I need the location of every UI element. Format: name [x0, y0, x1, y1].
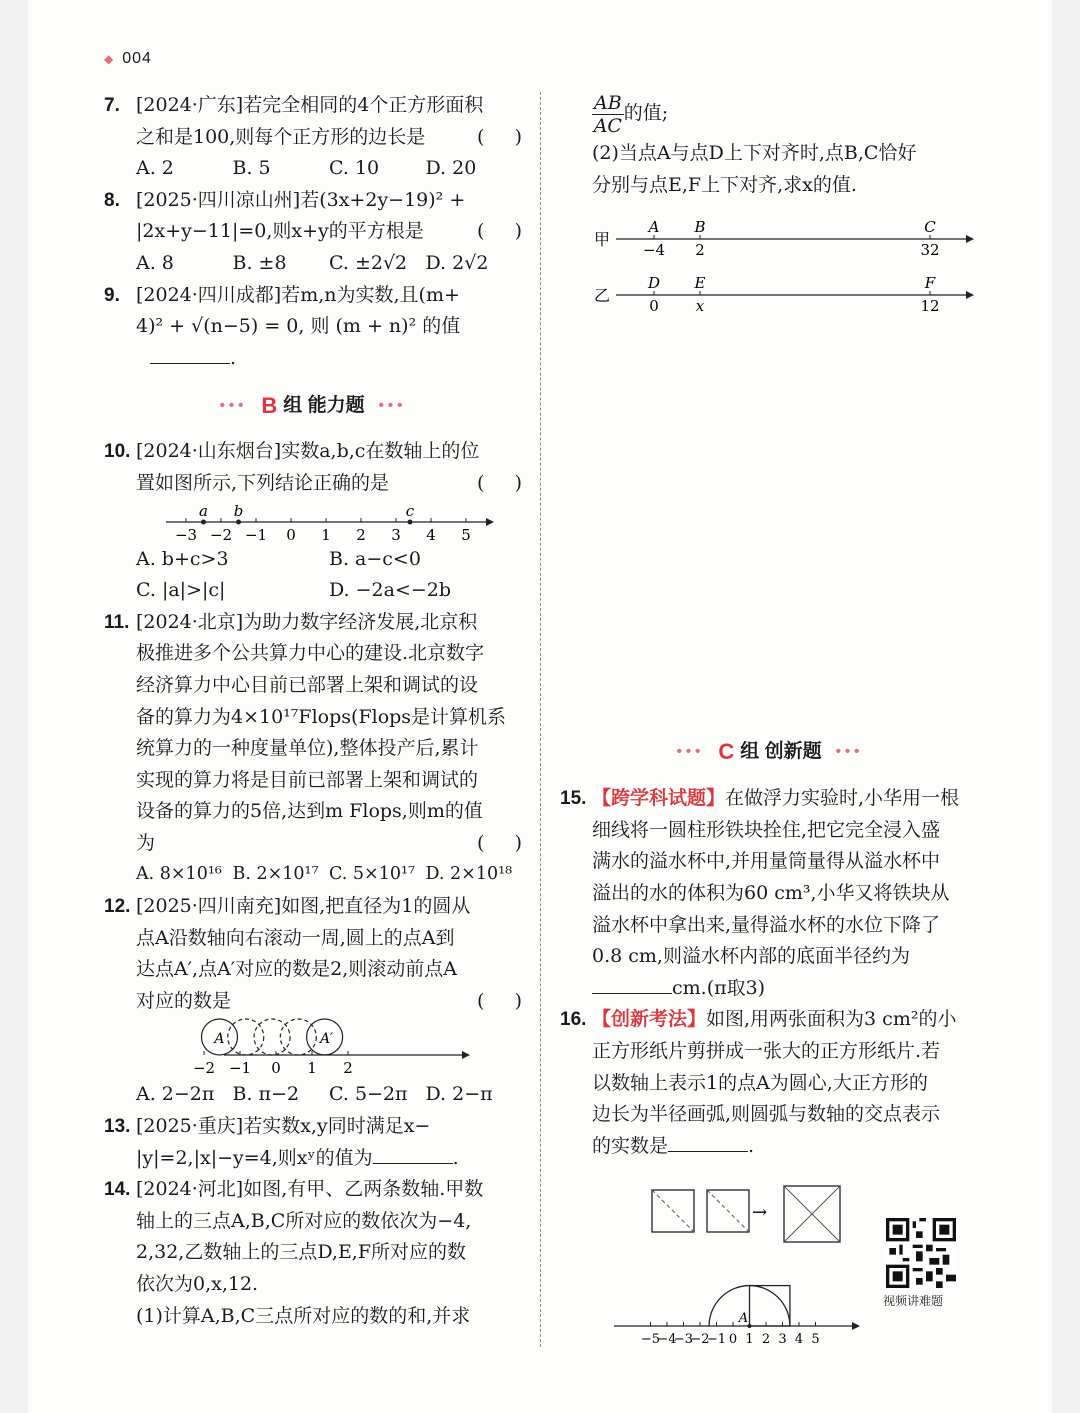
- cut-line: [707, 1190, 749, 1232]
- option-b: B. π−2: [232, 1083, 300, 1106]
- option-b: B. 5: [232, 157, 271, 180]
- point-label: B: [694, 218, 706, 237]
- question-number: 16.: [560, 1009, 587, 1031]
- point-value: 32: [920, 241, 940, 260]
- question-16: 16. 【创新考法】 如图,用两张面积为3 cm²的小 正方形纸片剪拼成一张大的正方形纸片.若 以数轴上表示1的点A为圆心,大正方形的 边长为半径画弧,则圆弧与数轴的交点表示 的实数是 .: [560, 1004, 980, 1162]
- column-divider: [540, 92, 541, 1347]
- question-text: [2024·广东]若完全相同的4个正方形面积: [136, 94, 484, 116]
- option-d: D. 2−π: [425, 1083, 493, 1106]
- axis-arrow: [966, 291, 974, 299]
- dots-icon: •••: [378, 396, 407, 414]
- tick-label: 4: [426, 525, 436, 544]
- option-d: D. −2a<−2b: [329, 579, 452, 602]
- group-c-header: ••• C 组 创新题 •••: [560, 721, 980, 783]
- answer-space: [560, 321, 980, 721]
- fraction-ab-ac: $\frac{AB}{AC}$: [593, 91, 622, 137]
- question-text: 分别与点E,F上下对齐,求x的值.: [592, 173, 857, 196]
- question-number: 12.: [104, 896, 131, 918]
- option-d: D. 20: [425, 157, 477, 180]
- question-text: (2)当点A与点D上下对齐时,点B,C恰好: [592, 142, 917, 164]
- tick-label: 3: [778, 1332, 787, 1344]
- answer-blank: [150, 343, 230, 364]
- options: [136, 248, 522, 280]
- point-label: b: [233, 501, 244, 520]
- question-text: 备的算力为4×10¹⁷Flops(Flops是计算机系: [136, 705, 507, 728]
- tick-label: 0: [728, 1332, 738, 1344]
- question-text: 设备的算力的5倍,达到m Flops,则m的值: [136, 800, 483, 823]
- question-text: 依次为0,x,12.: [136, 1273, 259, 1295]
- category-tag: 【创新考法】: [592, 1009, 707, 1031]
- axis-arrow: [462, 1051, 470, 1059]
- point-label: A′: [319, 1031, 334, 1048]
- question-11: [104, 607, 522, 891]
- qr-code-icon[interactable]: [886, 1218, 956, 1288]
- point-label: A: [648, 218, 660, 237]
- option-a: A. 2: [136, 157, 174, 180]
- question-text: 极推进多个公共算力中心的建设.北京数字: [136, 642, 485, 665]
- tick-label: −2: [209, 525, 233, 544]
- square-arc-figure: [612, 1184, 882, 1344]
- answer-blank: [592, 973, 672, 994]
- option-a: A. b+c>3: [136, 547, 229, 570]
- question-text: 为: [136, 831, 156, 854]
- option-b: B. 2×10¹⁷: [232, 864, 319, 885]
- tick-label: −2: [192, 1059, 216, 1078]
- question-number: 8.: [104, 189, 120, 211]
- tick-label: −3: [673, 1332, 694, 1344]
- question-text: 轴上的三点A,B,C所对应的数依次为−4,: [136, 1209, 472, 1232]
- point-value: 12: [920, 297, 940, 316]
- question-number: 13.: [104, 1116, 131, 1138]
- question-15: [560, 783, 980, 1004]
- question-text: [2024·河北]如图,有甲、乙两条数轴.甲数: [136, 1178, 484, 1201]
- question-text: 满水的溢水杯中,并用量筒量得从溢水杯中: [592, 850, 941, 873]
- point-value: x: [695, 297, 705, 316]
- question-number: 15.: [560, 788, 587, 810]
- question-text: [2025·四川南充]如图,把直径为1的圆从: [136, 895, 471, 918]
- question-text: 4)² + √(n−5) = 0, 则 (m + n)² 的值: [136, 315, 461, 338]
- axis-name: 乙: [594, 286, 611, 306]
- answer-paren: ( ): [476, 220, 522, 243]
- point-label: A: [738, 1311, 749, 1326]
- question-text: 溢出的水的体积为60 cm³,小华又将铁块从: [592, 881, 950, 904]
- dots-icon: •••: [676, 743, 705, 761]
- question-14-continued: [560, 90, 980, 321]
- point-a: [201, 519, 206, 524]
- question-text: 正方形纸片剪拼成一张大的正方形纸片.若: [592, 1039, 941, 1062]
- point-value: 0: [649, 297, 659, 316]
- rolling-circle-figure: [136, 1017, 522, 1079]
- option-b: B. a−c<0: [329, 547, 421, 570]
- option-d: D. 2×10¹⁸: [425, 864, 513, 885]
- question-14: [104, 1174, 522, 1332]
- question-number: 10.: [104, 441, 131, 463]
- question-text: 统算力的一种度量单位),整体投产后,累计: [136, 737, 479, 760]
- tick-label: −1: [228, 1059, 252, 1078]
- question-text: 经济算力中心目前已部署上架和调试的设: [136, 673, 479, 696]
- question-text: 如图,用两张面积为3 cm²的小: [706, 1008, 957, 1031]
- tick-label: 5: [461, 525, 471, 544]
- question-text: 对应的数是: [136, 989, 232, 1012]
- tick-label: −5: [640, 1332, 661, 1344]
- point-label: A: [214, 1031, 225, 1048]
- point-label: c: [405, 501, 415, 520]
- options: [136, 153, 522, 185]
- question-number: 14.: [104, 1179, 131, 1201]
- options: [136, 575, 522, 607]
- dots-icon: •••: [835, 743, 864, 761]
- tick-label: 0: [286, 525, 296, 544]
- question-text: (1)计算A,B,C三点所对应的数的和,并求: [136, 1304, 471, 1327]
- point-label: C: [924, 218, 936, 237]
- two-number-lines-figure: [588, 201, 978, 321]
- answer-blank: [373, 1143, 453, 1164]
- option-a: A. 2−2π: [136, 1083, 215, 1106]
- tick-label: 4: [794, 1332, 804, 1344]
- question-text: 边长为半径画弧,则圆弧与数轴的交点表示: [592, 1103, 941, 1126]
- option-c: C. 10: [329, 157, 380, 180]
- option-a: A. 8: [136, 251, 174, 274]
- tick-label: 0: [271, 1059, 281, 1078]
- big-square: [750, 1286, 790, 1326]
- question-text: |y|=2,|x|−y=4,则xʸ的值为: [136, 1146, 373, 1169]
- question-8: [104, 185, 522, 280]
- tick-label: 2: [761, 1332, 771, 1344]
- bullet-icon: ◆: [104, 52, 115, 66]
- options: [136, 859, 522, 891]
- group-b-header: ••• B 组 能力题 •••: [104, 374, 522, 436]
- tick-label: 1: [307, 1059, 317, 1078]
- qr-caption: 视频讲难题: [883, 1294, 944, 1308]
- question-text: 点A沿数轴向右滚动一周,圆上的点A到: [136, 926, 455, 949]
- question-text: 0.8 cm,则溢水杯内部的底面半径约为: [592, 945, 910, 968]
- point-value: 2: [695, 241, 705, 260]
- tick-label: 3: [391, 525, 401, 544]
- question-text: 2,32,乙数轴上的三点D,E,F所对应的数: [136, 1241, 467, 1264]
- question-7: [104, 90, 522, 185]
- point-value: −4: [642, 241, 666, 260]
- category-tag: 【跨学科试题】: [592, 788, 726, 810]
- question-text: [2025·重庆]若实数x,y同时满足x−: [136, 1115, 431, 1138]
- tick-label: −1: [706, 1332, 727, 1344]
- option-c: C. ±2√2: [329, 251, 408, 274]
- answer-paren: ( ): [476, 989, 522, 1012]
- page-number: ◆ 004: [104, 50, 152, 67]
- question-text: 溢水杯中拿出来,量得溢水杯的水位下降了: [592, 913, 941, 936]
- answer-paren: ( ): [476, 471, 522, 494]
- question-text: cm.(π取3): [672, 976, 766, 999]
- right-column: [560, 90, 980, 1162]
- question-text: [2024·北京]为助力数字经济发展,北京积: [136, 610, 478, 633]
- question-text: 达点A′,点A′对应的数是2,则滚动前点A: [136, 958, 457, 981]
- question-text: 置如图所示,下列结论正确的是: [136, 471, 390, 494]
- tick-label: 1: [745, 1332, 754, 1344]
- point-c: [408, 519, 413, 524]
- tick-label: −4: [657, 1332, 677, 1344]
- question-text: 以数轴上表示1的点A为圆心,大正方形的: [592, 1071, 928, 1094]
- question-10: [104, 436, 522, 606]
- option-a: A. 8×10¹⁶: [136, 864, 222, 885]
- question-text: [2024·山东烟台]实数a,b,c在数轴上的位: [136, 440, 480, 463]
- question-text: 在做浮力实验时,小华用一根: [725, 787, 960, 810]
- point-label: E: [694, 274, 706, 293]
- question-9: 9. [2024·四川成都]若m,n为实数,且(m+ 4)² + √(n−5) = 0, 则 (m + n)² 的值 .: [104, 280, 522, 375]
- number-line-figure: [136, 500, 516, 544]
- point-label: F: [924, 274, 936, 293]
- axis-arrow: [486, 518, 494, 526]
- tick-label: −1: [244, 525, 268, 544]
- question-text: |2x+y−11|=0,则x+y的平方根是: [136, 220, 424, 243]
- arrow-icon: →: [752, 1202, 768, 1223]
- cut-line: [652, 1190, 694, 1232]
- question-text: 实现的算力将是目前已部署上架和调试的: [136, 768, 479, 791]
- options: [136, 544, 522, 576]
- tick-label: 5: [811, 1332, 820, 1344]
- point-label: D: [647, 274, 661, 293]
- tick-label: −3: [174, 525, 198, 544]
- answer-blank: [668, 1131, 748, 1152]
- tick-label: 2: [356, 525, 366, 544]
- tick-label: 1: [321, 525, 331, 544]
- question-13: 13. [2025·重庆]若实数x,y同时满足x− |y|=2,|x|−y=4,则xʸ的值为 .: [104, 1111, 522, 1174]
- tick-label: 2: [343, 1059, 353, 1078]
- question-text: 的值;: [623, 102, 669, 125]
- point-label: a: [199, 501, 208, 520]
- question-text: [2024·四川成都]若m,n为实数,且(m+: [136, 283, 460, 306]
- axis-arrow: [966, 235, 974, 243]
- left-column: [104, 90, 522, 1332]
- options: [136, 1079, 522, 1111]
- answer-paren: ( ): [476, 125, 522, 148]
- option-b: B. ±8: [232, 251, 287, 274]
- option-c: C. 5×10¹⁷: [329, 864, 415, 885]
- option-c: C. 5−2π: [329, 1083, 408, 1106]
- axis-arrow: [852, 1322, 860, 1330]
- point-b: [236, 519, 241, 524]
- question-text: 的实数是: [592, 1134, 669, 1157]
- dots-icon: •••: [219, 396, 248, 414]
- question-number: 7.: [104, 95, 120, 116]
- axis-name: 甲: [594, 230, 611, 250]
- question-number: 11.: [104, 611, 130, 633]
- question-text: 细线将一圆柱形铁块拴住,把它完全浸入盛: [592, 818, 941, 841]
- option-c: C. |a|>|c|: [136, 579, 226, 602]
- answer-paren: ( ): [476, 831, 522, 854]
- question-text: 之和是100,则每个正方形的边长是: [136, 125, 426, 148]
- option-d: D. 2√2: [425, 251, 489, 274]
- question-12: [104, 891, 522, 1111]
- question-text: [2025·四川凉山州]若(3x+2y−19)² +: [136, 188, 466, 211]
- question-number: 9.: [104, 284, 120, 306]
- tick-label: −2: [690, 1332, 710, 1344]
